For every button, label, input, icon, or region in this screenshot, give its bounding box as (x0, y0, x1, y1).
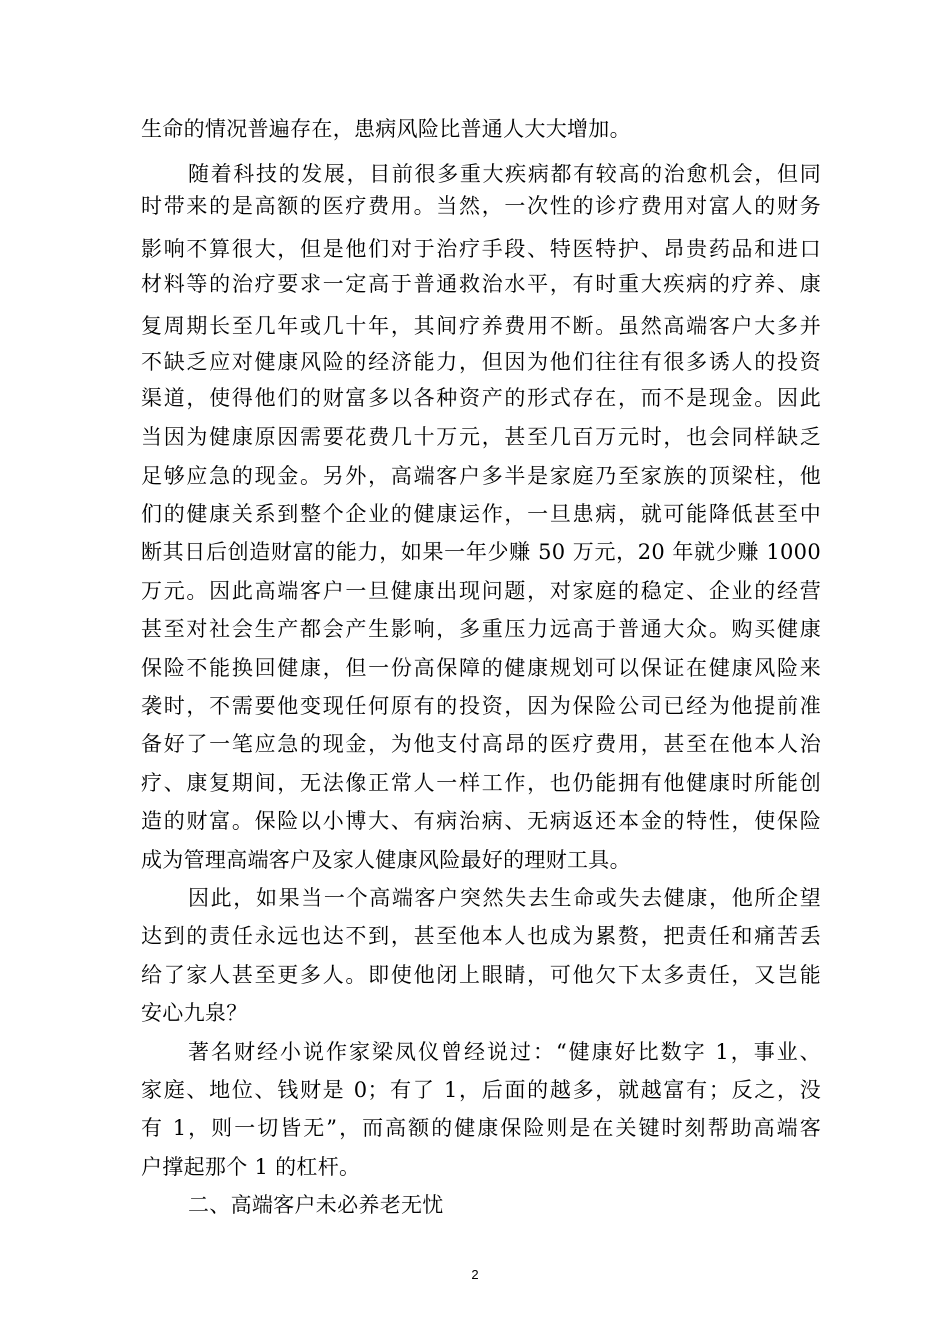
text-line: 有 1，则一切皆无”，而高额的健康保险则是在关键时刻帮助高端客 (141, 1116, 821, 1140)
section-heading: 二、高端客户未必养老无忧 (188, 1193, 444, 1217)
text-line: 达到的责任永远也达不到，甚至他本人也成为累赘，把责任和痛苦丢 (141, 924, 821, 948)
text-line: 甚至对社会生产都会产生影响，多重压力远高于普通大众。购买健康 (141, 617, 821, 641)
text-line: 足够应急的现金。另外，高端客户多半是家庭乃至家族的顶梁柱，他 (141, 464, 821, 488)
text-line: 备好了一笔应急的现金，为他支付高昂的医疗费用，甚至在他本人治 (141, 732, 821, 756)
paragraph-first-line: 因此，如果当一个高端客户突然失去生命或失去健康，他所企望 (188, 886, 821, 910)
text-line: 户撑起那个 1 的杠杆。 (141, 1155, 361, 1179)
text-line: 万元。因此高端客户一旦健康出现问题，对家庭的稳定、企业的经营 (141, 579, 821, 603)
text-line: 生命的情况普遍存在，患病风险比普通人大大增加。 (141, 117, 631, 141)
text-line: 不缺乏应对健康风险的经济能力，但因为他们往往有很多诱人的投资 (141, 350, 821, 374)
text-line: 材料等的治疗要求一定高于普通救治水平，有时重大疾病的疗养、康 (141, 272, 821, 296)
text-line: 复周期长至几年或几十年，其间疗养费用不断。虽然高端客户大多并 (141, 314, 821, 338)
text-line: 家庭、地位、钱财是 0；有了 1，后面的越多，就越富有；反之，没 (141, 1078, 821, 1102)
page-number: 2 (471, 1267, 479, 1282)
text-line: 造的财富。保险以小博大、有病治病、无病返还本金的特性，使保险 (141, 809, 821, 833)
text-line: 安心九泉？ (141, 1001, 248, 1025)
text-line: 袭时，不需要他变现任何原有的投资，因为保险公司已经为他提前准 (141, 694, 821, 718)
text-line: 当因为健康原因需要花费几十万元，甚至几百万元时，也会同样缺乏 (141, 425, 821, 449)
text-line: 渠道，使得他们的财富多以各种资产的形式存在，而不是现金。因此 (141, 386, 821, 410)
paragraph-first-line: 随着科技的发展，目前很多重大疾病都有较高的治愈机会，但同 (188, 162, 821, 186)
text-line: 成为管理高端客户及家人健康风险最好的理财工具。 (141, 848, 631, 872)
text-line: 给了家人甚至更多人。即使他闭上眼睛，可他欠下太多责任，又岂能 (141, 963, 821, 987)
text-line: 影响不算很大，但是他们对于治疗手段、特医特护、昂贵药品和进口 (141, 237, 821, 261)
text-line: 断其日后创造财富的能力，如果一年少赚 50 万元，20 年就少赚 1000 (141, 540, 821, 564)
paragraph-first-line: 著名财经小说作家梁凤仪曾经说过：“健康好比数字 1，事业、 (188, 1040, 821, 1064)
text-line: 疗、康复期间，无法像正常人一样工作，也仍能拥有他健康时所能创 (141, 771, 821, 795)
text-line: 们的健康关系到整个企业的健康运作，一旦患病，就可能降低甚至中 (141, 502, 821, 526)
text-line: 时带来的是高额的医疗费用。当然，一次性的诊疗费用对富人的财务 (141, 194, 821, 218)
text-line: 保险不能换回健康，但一份高保障的健康规划可以保证在健康风险来 (141, 656, 821, 680)
